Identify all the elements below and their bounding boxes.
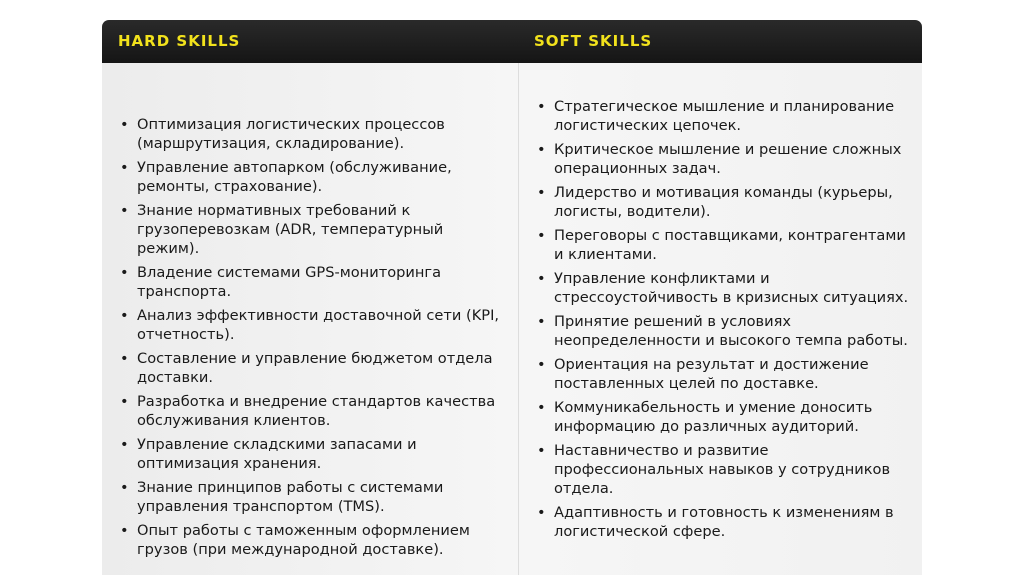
soft-skill-text: Лидерство и мотивация команды (курьеры, логисты, водители). (554, 184, 893, 220)
bullet-icon: • (120, 436, 129, 453)
bullet-icon: • (537, 442, 546, 459)
hard-skill-text: Составление и управление бюджетом отдела доставки. (137, 350, 493, 386)
list-item (537, 398, 909, 436)
list-item (120, 201, 509, 258)
list-item (120, 349, 509, 387)
list-item (537, 503, 909, 541)
bullet-icon: • (120, 350, 129, 367)
list-item (120, 478, 509, 516)
bullet-icon: • (120, 479, 129, 496)
soft-skill-text: Наставничество и развитие профессиональных навыков у сотрудников отдела. (554, 442, 891, 497)
bullet-icon: • (537, 270, 546, 287)
soft-skill-text: Переговоры с поставщиками, контрагентами и клиентами. (554, 227, 906, 263)
bullet-icon: • (537, 98, 546, 115)
bullet-icon: • (120, 264, 129, 281)
list-item (120, 115, 509, 153)
soft-skill-text: Стратегическое мышление и планирование логистических цепочек. (554, 98, 895, 134)
soft-skill-text: Управление конфликтами и стрессоустойчивость в кризисных ситуациях. (554, 270, 909, 306)
hard-skill-text: Оптимизация логистических процессов (маршрутизация, складирование). (137, 116, 445, 152)
soft-skills-column (519, 63, 922, 575)
hard-skill-text: Разработка и внедрение стандартов качества обслуживания клиентов. (137, 393, 496, 429)
hard-skill-text: Управление складскими запасами и оптимизация хранения. (137, 436, 417, 472)
bullet-icon: • (537, 399, 546, 416)
soft-skills-title: SOFT SKILLS (534, 32, 653, 50)
hard-skills-title: HARD SKILLS (118, 32, 241, 50)
list-item (537, 355, 909, 393)
hard-skill-text: Управление автопарком (обслуживание, ремонты, страхование). (137, 159, 452, 195)
bullet-icon: • (120, 116, 129, 133)
soft-skill-text: Коммуникабельность и умение доносить информацию до различных аудиторий. (554, 399, 873, 435)
list-item (120, 263, 509, 301)
hard-skill-text: Анализ эффективности доставочной сети (KPI, отчетность). (137, 307, 500, 343)
bullet-icon: • (537, 356, 546, 373)
bullet-icon: • (120, 522, 129, 539)
bullet-icon: • (120, 307, 129, 324)
list-item (537, 269, 909, 307)
bullet-icon: • (120, 202, 129, 219)
bullet-icon: • (537, 504, 546, 521)
list-item (537, 183, 909, 221)
list-item (537, 226, 909, 264)
list-item (537, 97, 909, 135)
list-item (537, 441, 909, 498)
list-item (120, 158, 509, 196)
soft-skill-text: Ориентация на результат и достижение поставленных целей по доставке. (554, 356, 869, 392)
list-item (120, 306, 509, 344)
list-item (537, 312, 909, 350)
bullet-icon: • (120, 393, 129, 410)
list-item (120, 435, 509, 473)
soft-skill-text: Адаптивность и готовность к изменениям в логистической сфере. (554, 504, 894, 540)
soft-skills-list (537, 97, 909, 546)
list-item (120, 521, 509, 559)
bullet-icon: • (120, 159, 129, 176)
hard-skill-text: Опыт работы с таможенным оформлением грузов (при международной доставке). (137, 522, 470, 558)
hard-skill-text: Владение системами GPS-мониторинга транспорта. (137, 264, 442, 300)
hard-skills-column (102, 63, 519, 575)
soft-skill-text: Критическое мышление и решение сложных операционных задач. (554, 141, 902, 177)
hard-skill-text: Знание нормативных требований к грузоперевозкам (ADR, температурный режим). (137, 202, 444, 257)
bullet-icon: • (537, 313, 546, 330)
bullet-icon: • (537, 141, 546, 158)
skills-table (102, 20, 922, 575)
list-item (537, 140, 909, 178)
list-item (120, 392, 509, 430)
hard-skill-text: Знание принципов работы с системами управления транспортом (TMS). (137, 479, 444, 515)
table-header (102, 20, 922, 63)
bullet-icon: • (537, 184, 546, 201)
soft-skill-text: Принятие решений в условиях неопределенности и высокого темпа работы. (554, 313, 908, 349)
hard-skills-list (120, 115, 509, 564)
bullet-icon: • (537, 227, 546, 244)
